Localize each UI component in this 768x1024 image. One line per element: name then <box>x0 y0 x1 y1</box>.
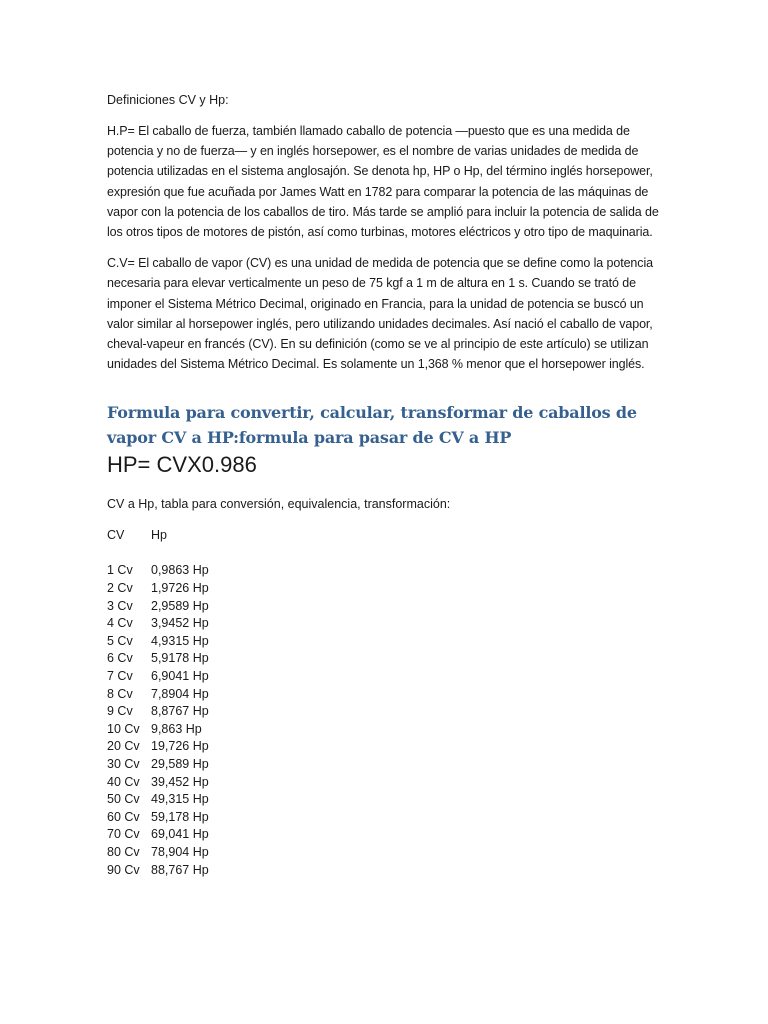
table-cell-cv: 1 Cv <box>107 563 133 578</box>
conversion-table <box>107 526 271 879</box>
table-row <box>107 633 271 651</box>
conversion-formula: HP= CVX0.986 <box>107 452 257 478</box>
table-cell-cv: 70 Cv <box>107 827 140 842</box>
table-cell-hp: 69,041 Hp <box>151 827 209 842</box>
table-cell-cv: 40 Cv <box>107 774 140 789</box>
table-cell-cv: 6 Cv <box>107 651 133 666</box>
table-row <box>107 615 271 633</box>
table-cell-hp: 1,9726 Hp <box>151 581 209 596</box>
table-cell-cv: 30 Cv <box>107 756 140 771</box>
table-row <box>107 686 271 704</box>
table-row <box>107 668 271 686</box>
table-row <box>107 844 271 862</box>
table-row <box>107 580 271 598</box>
cv-definition-paragraph: C.V= El caballo de vapor (CV) es una unidad de medida de potencia que se define como la potencia necesaria para elevar verticalmente un peso de 75 kgf a 1 m de altura en 1 s. Cuando se trató de imponer el Sistema Métrico Decimal, originado en Francia, para la unidad de potencia se buscó un valor similar al horsepower inglés, pero utilizando unidades decimales. Así nació el caballo de vapor, cheval-vapeur en francés (CV). En su definición (como se ve al principio de este artículo) se utilizan unidades del Sistema Métrico Decimal. Es solamente un 1,368 % menor que el horsepower inglés. <box>107 256 653 372</box>
hp-definition-paragraph: H.P= El caballo de fuerza, también llamado caballo de potencia —puesto que es una medida de potencia y no de fuerza— y en inglés horsepower, es el nombre de varias unidades de medida de potencia utilizadas en el sistema anglosajón. Se denota hp, HP o Hp, del término inglés horsepower, expresión que fue acuñada por James Watt en 1782 para comparar la potencia de las máquinas de vapor con la potencia de los caballos de tiro. Más tarde se amplió para incluir la potencia de salida de los otros tipos de motores de pistón, así como turbinas, motores eléctricos y otro tipo de maquinaria. <box>107 124 659 240</box>
table-cell-hp: 6,9041 Hp <box>151 669 209 683</box>
table-row <box>107 862 271 880</box>
table-cell-cv: 8 Cv <box>107 686 133 701</box>
table-row <box>107 562 271 580</box>
table-cell-hp: 59,178 Hp <box>151 809 209 824</box>
table-cell-hp: 88,767 Hp <box>151 862 209 877</box>
table-cell-hp: 5,9178 Hp <box>151 651 209 666</box>
table-header-cv: CV <box>107 528 125 543</box>
table-header-row <box>107 526 271 544</box>
section-subtitle: Definiciones CV y Hp: <box>107 93 229 107</box>
table-cell-hp: 0,9863 Hp <box>151 563 209 578</box>
table-row <box>107 721 271 739</box>
document-page <box>107 90 667 879</box>
table-cell-hp: 9,863 Hp <box>151 721 202 736</box>
table-row <box>107 598 271 616</box>
table-cell-cv: 10 Cv <box>107 721 140 736</box>
table-header-hp: Hp <box>151 528 167 543</box>
table-cell-hp: 2,9589 Hp <box>151 598 209 613</box>
conversion-heading: Formula para convertir, calcular, transformar de caballos de vapor CV a HP:formula para pasar de CV a HP <box>107 403 637 448</box>
table-cell-cv: 3 Cv <box>107 598 133 613</box>
table-cell-hp: 49,315 Hp <box>151 792 209 807</box>
table-cell-cv: 4 Cv <box>107 616 133 631</box>
table-caption: CV a Hp, tabla para conversión, equivalencia, transformación: <box>107 497 451 512</box>
table-cell-cv: 9 Cv <box>107 704 133 719</box>
table-row <box>107 826 271 844</box>
table-cell-hp: 39,452 Hp <box>151 774 209 789</box>
table-cell-cv: 5 Cv <box>107 633 133 648</box>
table-spacer-row <box>107 544 271 562</box>
table-cell-hp: 3,9452 Hp <box>151 616 209 631</box>
table-cell-hp: 19,726 Hp <box>151 739 209 754</box>
table-cell-cv: 80 Cv <box>107 844 140 859</box>
table-row <box>107 809 271 827</box>
table-cell-hp: 8,8767 Hp <box>151 704 209 719</box>
table-cell-cv: 50 Cv <box>107 792 140 807</box>
table-row <box>107 791 271 809</box>
table-cell-cv: 20 Cv <box>107 739 140 754</box>
table-row <box>107 650 271 668</box>
table-cell-cv: 90 Cv <box>107 862 140 877</box>
table-row <box>107 756 271 774</box>
table-row <box>107 703 271 721</box>
table-row <box>107 738 271 756</box>
table-cell-hp: 4,9315 Hp <box>151 633 209 648</box>
table-row <box>107 774 271 792</box>
table-cell-cv: 2 Cv <box>107 581 133 596</box>
table-cell-hp: 7,8904 Hp <box>151 686 209 701</box>
table-cell-cv: 7 Cv <box>107 669 133 683</box>
table-cell-hp: 29,589 Hp <box>151 756 209 771</box>
table-cell-hp: 78,904 Hp <box>151 844 209 859</box>
table-cell-cv: 60 Cv <box>107 809 140 824</box>
